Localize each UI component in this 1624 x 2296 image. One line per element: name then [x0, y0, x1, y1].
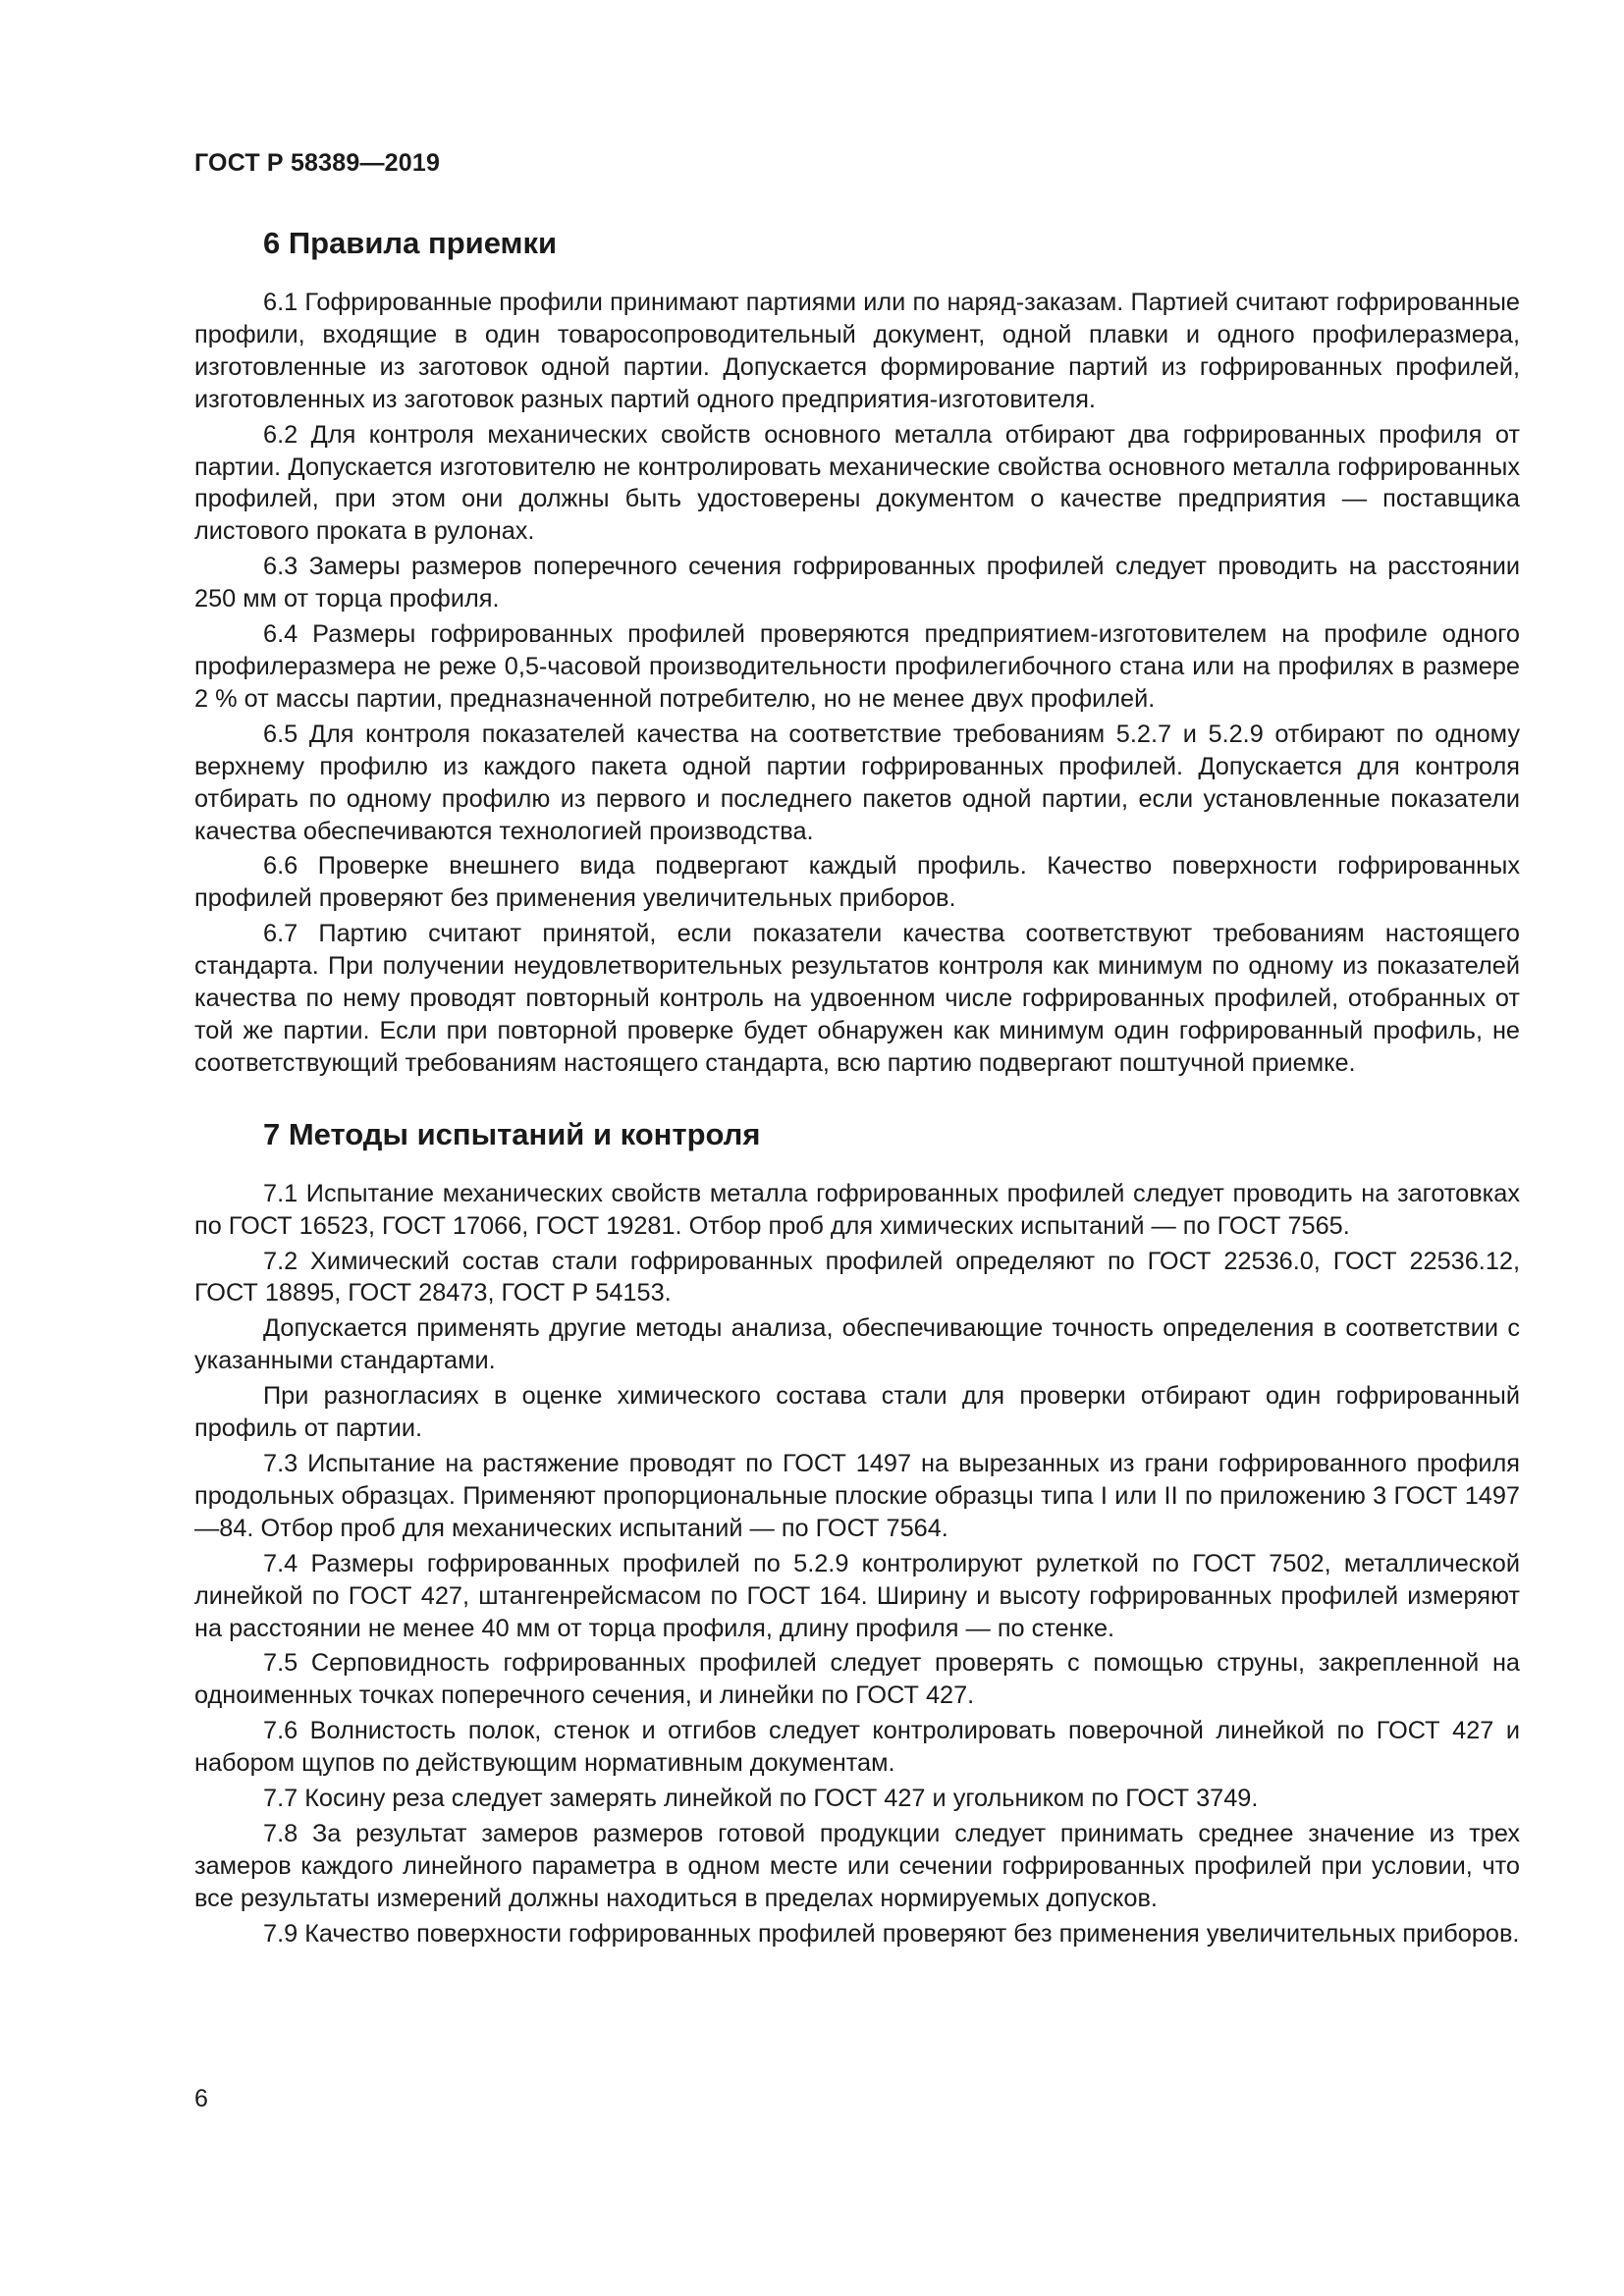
paragraph-7-8: 7.8 За результат замеров размеров готовой продукции следует принимать среднее значение из трех замеров каждого линейного параметра в одном месте или сечении гофрированных профилей при условии, что все результаты измерений должны находиться в пределах нормируемых допусков. [194, 1819, 1520, 1912]
paragraph-7-2-note-a: Допускается применять другие методы анализа, обеспечивающие точность определения в соответствии с указанными стандартами. [194, 1314, 1520, 1375]
paragraph-7-6: 7.6 Волнистость полок, стенок и отгибов следует контролировать поверочной линейкой по ГОСТ 427 и набором щупов по действующим нормативным документам. [194, 1717, 1520, 1778]
paragraph-6-7: 6.7 Партию считают принятой, если показатели качества соответствуют требованиям настоящего стандарта. При получении неудовлетворительных результатов контроля как минимум по одному из показателей качества по нему проводят повторный контроль на удвоенном числе гофрированных профилей, отобранных от той же партии. Если при повторной проверке будет обнаружен как минимум один гофрированный профиль, не соответствующий требованиям настоящего стандарта, всю партию подвергают поштучной приемке. [194, 920, 1520, 1077]
paragraph-6-2: 6.2 Для контроля механических свойств основного металла отбирают два гофрированных профиля от партии. Допускается изготовителю не контролировать механические свойства основного металла гофрированных профилей, при этом они должны быть удостоверены документом о качестве предприятия — поставщика листового проката в рулонах. [194, 420, 1520, 546]
paragraph-6-1: 6.1 Гофрированные профили принимают партиями или по наряд-заказам. Партией считают гофрированные профили, входящие в один товаросопроводительный документ, одной плавки и одного профилеразмера, изготовленные из заготовок одной партии. Допускается формирование партий из гофрированных профилей, изготовленных из заготовок разных партий одного предприятия-изготовителя. [194, 289, 1520, 413]
paragraph-6-5: 6.5 Для контроля показателей качества на соответствие требованиям 5.2.7 и 5.2.9 отбирают по одному верхнему профилю из каждого пакета одной партии гофрированных профилей. Допускается для контроля отбирать по одному профилю из первого и последнего пакетов одной партии, если установленные показатели качества обеспечиваются технологией производства. [194, 720, 1520, 845]
paragraph-7-2-note-b: При разногласиях в оценке химического состава стали для проверки отбирают один гофрированный профиль от партии. [194, 1382, 1520, 1443]
section-acceptance-rules [194, 224, 1520, 1080]
paragraph-7-2: 7.2 Химический состав стали гофрированных профилей определяют по ГОСТ 22536.0, ГОСТ 22536.12, ГОСТ 18895, ГОСТ 28473, ГОСТ Р 54153. [194, 1247, 1520, 1308]
paragraph-7-5: 7.5 Серповидность гофрированных профилей следует проверять с помощью струны, закрепленной на одноименных точках поперечного сечения, и линейки по ГОСТ 427. [194, 1649, 1520, 1710]
paragraph-7-7: 7.7 Косину реза следует замерять линейкой по ГОСТ 427 и угольником по ГОСТ 3749. [263, 1785, 1259, 1813]
paragraph-7-1: 7.1 Испытание механических свойств металла гофрированных профилей следует проводить на заготовках по ГОСТ 16523, ГОСТ 17066, ГОСТ 19281. Отбор проб для химических испытаний — по ГОСТ 7565. [194, 1179, 1520, 1240]
paragraph-7-3: 7.3 Испытание на растяжение проводят по ГОСТ 1497 на вырезанных из грани гофрированного профиля продольных образцах. Применяют пропорциональные плоские образцы типа I или II по приложению 3 ГОСТ 1497—84. Отбор проб для механических испытаний — по ГОСТ 7564. [194, 1450, 1520, 1542]
section-test-methods [194, 1115, 1520, 1950]
document-header: ГОСТ Р 58389—2019 [194, 149, 441, 177]
section-title: 7 Методы испытаний и контроля [263, 1116, 761, 1151]
paragraph-7-9: 7.9 Качество поверхности гофрированных профилей проверяют без применения увеличительных приборов. [263, 1919, 1520, 1948]
page-number: 6 [194, 2085, 208, 2112]
paragraph-6-3: 6.3 Замеры размеров поперечного сечения гофрированных профилей следует проводить на расстоянии 250 мм от торца профиля. [194, 553, 1520, 614]
page-body [194, 224, 1520, 1953]
paragraph-6-4: 6.4 Размеры гофрированных профилей проверяются предприятием-изготовителем на профиле одного профилеразмера не реже 0,5-часовой производительности профилегибочного стана или на профилях в размере 2 % от массы партии, предназначенной потребителю, но не менее двух профилей. [194, 620, 1520, 713]
paragraph-6-6: 6.6 Проверке внешнего вида подвергают каждый профиль. Качество поверхности гофрированных профилей проверяют без применения увеличительных приборов. [194, 852, 1520, 913]
section-title: 6 Правила приемки [263, 226, 558, 260]
paragraph-7-4: 7.4 Размеры гофрированных профилей по 5.2.9 контролируют рулеткой по ГОСТ 7502, металлической линейкой по ГОСТ 427, штангенрейсмасом по ГОСТ 164. Ширину и высоту гофрированных профилей измеряют на расстоянии не менее 40 мм от торца профиля, длину профиля — по стенке. [194, 1549, 1520, 1642]
